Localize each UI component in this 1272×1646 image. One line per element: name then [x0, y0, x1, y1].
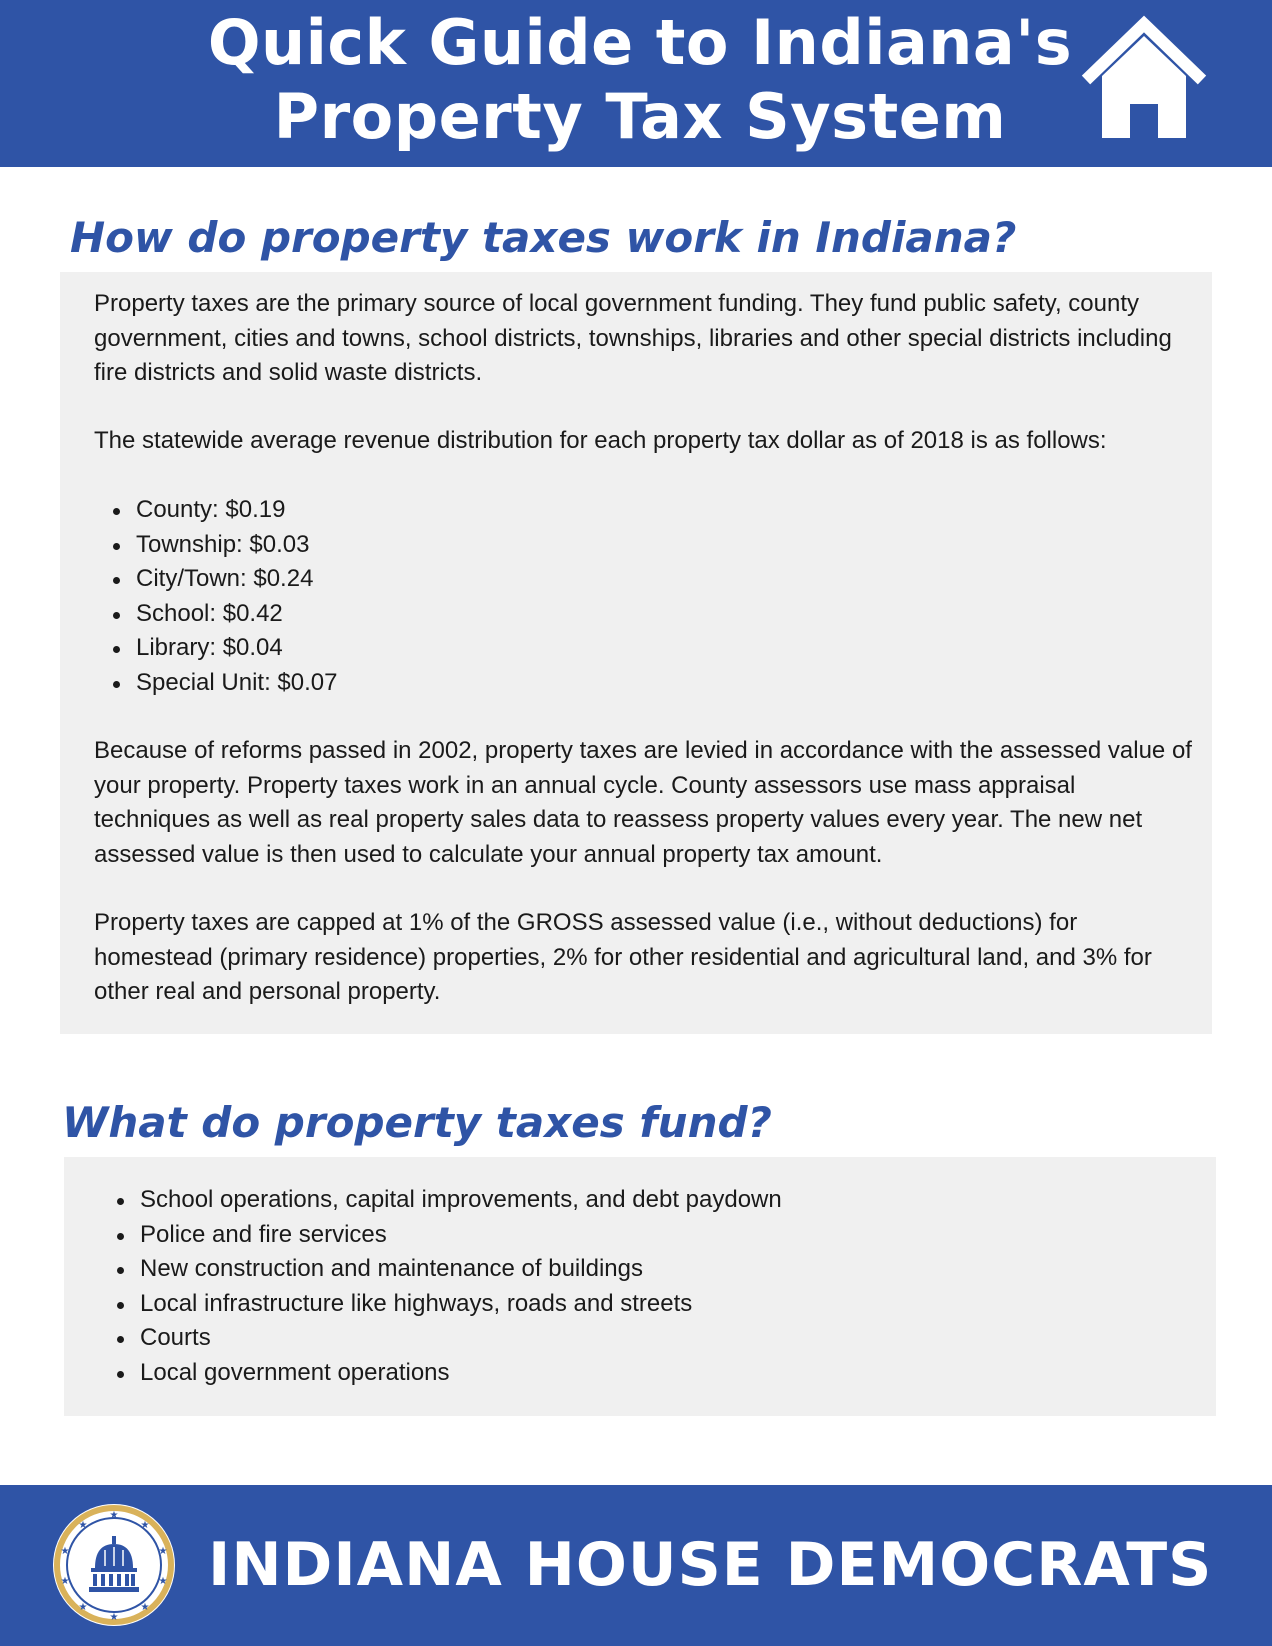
list-item-text: School operations, capital improvements, and debt paydown	[140, 1186, 782, 1213]
list-item	[98, 1321, 782, 1356]
bullet-icon	[113, 543, 120, 550]
tax-caps-paragraph: Property taxes are capped at 1% of the GROSS assessed value (i.e., without deductions) for homestead (primary residence) properties, 2% for other residential and agricultural land, and 3% for other real and personal property.	[94, 909, 1152, 1005]
svg-text:★: ★	[158, 1576, 168, 1587]
list-item	[94, 493, 337, 528]
svg-text:★: ★	[60, 1576, 70, 1587]
bullet-icon	[117, 1371, 124, 1378]
distribution-list	[94, 493, 337, 700]
list-item-text: Township: $0.03	[136, 530, 310, 558]
list-item	[98, 1356, 782, 1391]
svg-text:★: ★	[109, 1510, 119, 1521]
intro-paragraph: Property taxes are the primary source of local government funding. They fund public safety, county government, cities and towns, school districts, townships, libraries and other special districts including fire districts and solid waste districts.	[94, 290, 1172, 386]
page-title	[120, 6, 1160, 154]
list-item	[98, 1287, 782, 1322]
distribution-intro-paragraph: The statewide average revenue distribution for each property tax dollar as of 2018 is as follows:	[94, 427, 1107, 454]
list-item	[94, 666, 337, 701]
list-item-text: New construction and maintenance of buildings	[140, 1255, 643, 1282]
svg-text:★: ★	[78, 1602, 88, 1613]
list-item-text: Library: $0.04	[136, 634, 283, 661]
list-item	[94, 631, 337, 666]
list-item-text: County: $0.19	[136, 496, 286, 523]
list-item	[98, 1218, 782, 1253]
section-heading-how-taxes-work: How do property taxes work in Indiana?	[70, 213, 1017, 262]
list-item	[98, 1252, 782, 1287]
svg-text:★: ★	[60, 1546, 70, 1557]
list-item	[94, 528, 337, 563]
list-item-text: School: $0.42	[136, 599, 283, 627]
list-item	[98, 1183, 782, 1218]
bullet-icon	[113, 508, 120, 515]
page-title-line-2: Property Tax System	[273, 80, 1007, 153]
how-taxes-work-panel	[60, 272, 1212, 1034]
bullet-icon	[113, 646, 120, 653]
list-item	[94, 597, 337, 632]
list-item-text: Courts	[140, 1324, 211, 1351]
svg-text:★: ★	[109, 1612, 119, 1623]
capitol-dome-seal-icon	[51, 1502, 177, 1628]
bullet-icon	[117, 1233, 124, 1240]
what-taxes-fund-panel	[64, 1157, 1216, 1416]
svg-text:★: ★	[158, 1546, 168, 1557]
bullet-icon	[113, 612, 120, 619]
organization-name: INDIANA HOUSE DEMOCRATS	[208, 1530, 1213, 1600]
house-icon	[1078, 14, 1210, 138]
list-item-text: City/Town: $0.24	[136, 565, 314, 592]
header-banner	[0, 0, 1272, 167]
svg-text:★: ★	[140, 1520, 150, 1531]
bullet-icon	[117, 1267, 124, 1274]
page-title-line-1: Quick Guide to Indiana's	[207, 6, 1073, 79]
list-item-text: Local government operations	[140, 1358, 450, 1386]
section-heading-what-taxes-fund: What do property taxes fund?	[62, 1098, 772, 1147]
bullet-icon	[117, 1302, 124, 1309]
svg-text:★: ★	[140, 1602, 150, 1613]
reforms-paragraph: Because of reforms passed in 2002, property taxes are levied in accordance with the assessed value of your property. Property taxes work in an annual cycle. County assessors use mass appraisal techniques as well as real property sales data to reassess property values every year. The new net assessed value is then used to calculate your annual property tax amount.	[94, 737, 1192, 868]
bullet-icon	[117, 1198, 124, 1205]
list-item-text: Local infrastructure like highways, roads and streets	[140, 1289, 693, 1317]
funding-list	[98, 1183, 782, 1390]
bullet-icon	[113, 681, 120, 688]
list-item-text: Special Unit: $0.07	[136, 668, 338, 696]
footer-banner	[0, 1485, 1272, 1646]
list-item	[94, 562, 337, 597]
bullet-icon	[117, 1336, 124, 1343]
bullet-icon	[113, 577, 120, 584]
svg-text:★: ★	[78, 1520, 88, 1531]
list-item-text: Police and fire services	[140, 1220, 387, 1248]
